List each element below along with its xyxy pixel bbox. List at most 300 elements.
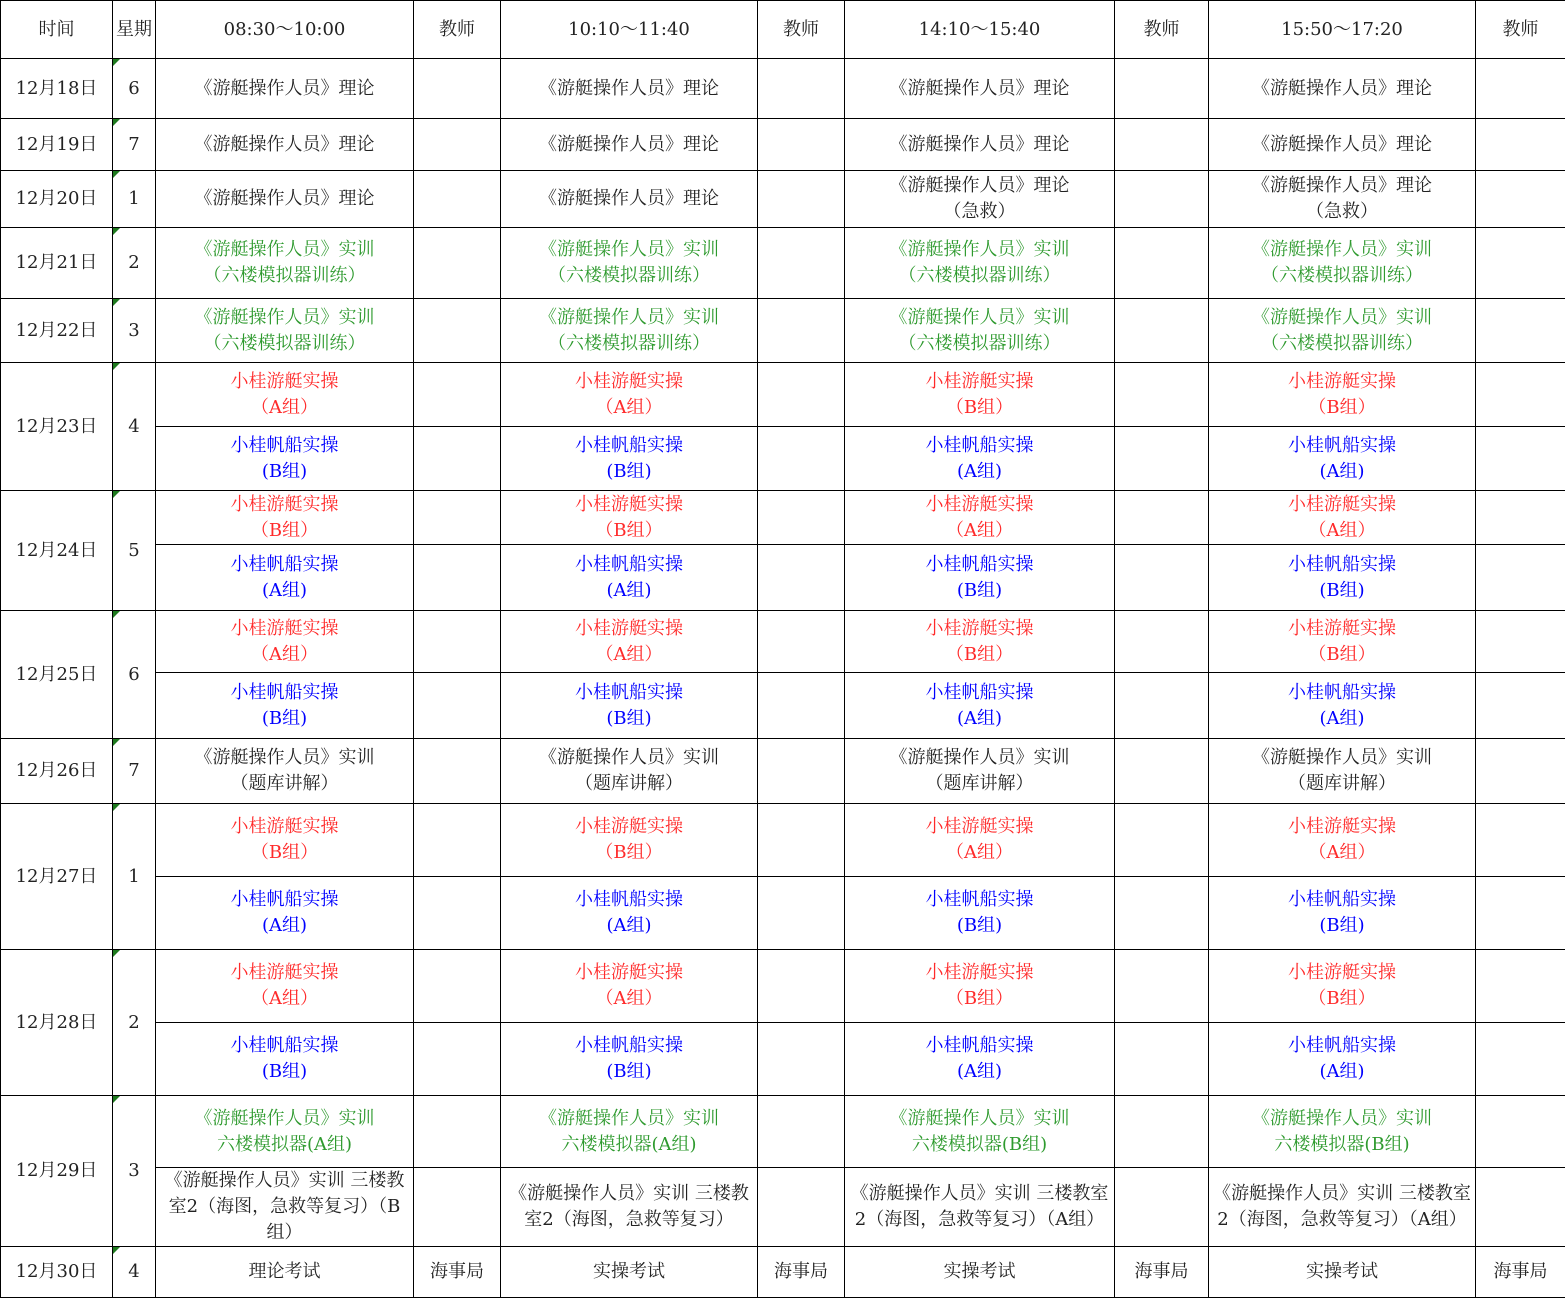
teacher-cell xyxy=(1115,363,1209,427)
header-time: 时间 xyxy=(1,1,113,59)
class-cell xyxy=(501,363,758,427)
class-text: 《游艇操作人员》理论 xyxy=(158,132,411,158)
date-cell: 12月26日 xyxy=(1,739,113,804)
teacher-cell xyxy=(1476,950,1565,1023)
class-text: 小桂游艇实操 xyxy=(158,369,411,395)
teacher-cell xyxy=(1476,119,1565,171)
class-cell xyxy=(156,427,414,491)
teacher-cell xyxy=(1476,877,1565,950)
class-cell xyxy=(1209,427,1476,491)
class-text: 《游艇操作人员》实训 xyxy=(847,237,1112,263)
class-text: (B组) xyxy=(1211,913,1473,939)
date-cell: 12月22日 xyxy=(1,299,113,363)
class-cell xyxy=(501,1096,758,1168)
class-text: 小桂游艇实操 xyxy=(1211,616,1473,642)
class-text: 小桂帆船实操 xyxy=(847,1033,1112,1059)
class-text: 小桂游艇实操 xyxy=(847,369,1112,395)
table-row xyxy=(1,804,1565,877)
class-text: （A组） xyxy=(1211,840,1473,866)
class-text: （B组） xyxy=(503,840,755,866)
class-text: 《游艇操作人员》实训 xyxy=(847,305,1112,331)
table-row xyxy=(1,545,1565,611)
table-row xyxy=(1,363,1565,427)
class-cell xyxy=(156,1168,414,1247)
teacher-cell xyxy=(414,673,501,739)
class-text: 理论考试 xyxy=(158,1259,411,1285)
table-row xyxy=(1,1168,1565,1247)
teacher-cell xyxy=(1115,427,1209,491)
class-cell xyxy=(501,804,758,877)
class-text: （B组） xyxy=(158,840,411,866)
class-cell xyxy=(501,1247,758,1298)
class-cell xyxy=(1209,611,1476,673)
class-text: 小桂帆船实操 xyxy=(847,433,1112,459)
teacher-cell xyxy=(1115,299,1209,363)
class-text: 小桂帆船实操 xyxy=(847,552,1112,578)
class-text: （A组） xyxy=(503,395,755,421)
class-cell xyxy=(156,59,414,119)
date-cell: 12月23日 xyxy=(1,363,113,491)
class-cell xyxy=(845,1023,1115,1096)
teacher-cell xyxy=(1115,491,1209,545)
class-text: 小桂帆船实操 xyxy=(1211,680,1473,706)
date-cell: 12月21日 xyxy=(1,228,113,299)
class-text: 小桂帆船实操 xyxy=(847,887,1112,913)
class-text: 小桂帆船实操 xyxy=(158,887,411,913)
class-text: (A组) xyxy=(1211,706,1473,732)
table-row xyxy=(1,427,1565,491)
table-row xyxy=(1,1247,1565,1298)
class-cell xyxy=(845,673,1115,739)
teacher-cell xyxy=(1476,1096,1565,1168)
class-text: （A组） xyxy=(503,986,755,1012)
class-text: (B组) xyxy=(503,459,755,485)
header-teacher-1: 教师 xyxy=(414,1,501,59)
class-cell xyxy=(845,59,1115,119)
class-text: 《游艇操作人员》实训 xyxy=(503,1106,755,1132)
class-text: 《游艇操作人员》实训 xyxy=(1211,237,1473,263)
teacher-cell xyxy=(758,611,845,673)
class-cell xyxy=(156,804,414,877)
class-text: （题库讲解） xyxy=(158,771,411,797)
date-cell: 12月24日 xyxy=(1,491,113,611)
teacher-cell xyxy=(1115,1023,1209,1096)
class-cell xyxy=(501,545,758,611)
teacher-cell xyxy=(414,1023,501,1096)
header-teacher-2: 教师 xyxy=(758,1,845,59)
class-cell xyxy=(501,299,758,363)
class-text: 小桂帆船实操 xyxy=(1211,1033,1473,1059)
table-row xyxy=(1,1023,1565,1096)
teacher-cell xyxy=(1476,673,1565,739)
header-teacher-4: 教师 xyxy=(1476,1,1565,59)
teacher-cell xyxy=(414,228,501,299)
class-cell xyxy=(501,119,758,171)
class-cell xyxy=(845,228,1115,299)
class-text: 《游艇操作人员》理论 xyxy=(847,76,1112,102)
teacher-cell xyxy=(1115,673,1209,739)
class-text: 《游艇操作人员》实训 xyxy=(1211,1106,1473,1132)
date-cell: 12月28日 xyxy=(1,950,113,1096)
teacher-cell xyxy=(414,171,501,228)
class-text: 小桂游艇实操 xyxy=(847,960,1112,986)
class-text: （六楼模拟器训练） xyxy=(503,331,755,357)
class-text: 《游艇操作人员》实训 xyxy=(158,305,411,331)
class-text: （A组） xyxy=(847,518,1112,544)
class-text: 小桂游艇实操 xyxy=(1211,492,1473,518)
class-cell xyxy=(845,950,1115,1023)
class-text: （B组） xyxy=(847,642,1112,668)
teacher-cell xyxy=(414,950,501,1023)
class-cell xyxy=(156,119,414,171)
class-cell xyxy=(1209,119,1476,171)
teacher-cell xyxy=(1476,59,1565,119)
class-text: (B组) xyxy=(847,578,1112,604)
teacher-cell xyxy=(1115,1168,1209,1247)
class-cell xyxy=(1209,545,1476,611)
class-cell xyxy=(156,299,414,363)
weekday-cell: 7 xyxy=(113,739,156,804)
class-text: 六楼模拟器(B组) xyxy=(847,1132,1112,1158)
class-text: （A组） xyxy=(847,840,1112,866)
class-cell xyxy=(156,877,414,950)
class-text: 小桂帆船实操 xyxy=(158,433,411,459)
class-text: 小桂帆船实操 xyxy=(1211,552,1473,578)
class-text: （B组） xyxy=(847,395,1112,421)
table-row xyxy=(1,877,1565,950)
class-text: 小桂帆船实操 xyxy=(503,1033,755,1059)
class-text: 《游艇操作人员》实训 xyxy=(503,305,755,331)
class-text: 六楼模拟器(B组) xyxy=(1211,1132,1473,1158)
class-text: （题库讲解） xyxy=(847,771,1112,797)
teacher-cell xyxy=(758,119,845,171)
table-row xyxy=(1,119,1565,171)
header-row xyxy=(1,1,1565,59)
class-text: 《游艇操作人员》理论 xyxy=(503,76,755,102)
class-cell xyxy=(156,611,414,673)
class-cell xyxy=(501,427,758,491)
date-cell: 12月20日 xyxy=(1,171,113,228)
class-cell xyxy=(1209,739,1476,804)
teacher-cell xyxy=(414,119,501,171)
class-cell xyxy=(501,950,758,1023)
teacher-cell xyxy=(414,491,501,545)
teacher-cell xyxy=(1476,611,1565,673)
class-text: （B组） xyxy=(503,518,755,544)
table-row xyxy=(1,673,1565,739)
class-text: (B组) xyxy=(158,706,411,732)
class-cell xyxy=(1209,491,1476,545)
class-cell xyxy=(501,228,758,299)
class-text: 小桂帆船实操 xyxy=(503,680,755,706)
class-cell xyxy=(845,491,1115,545)
class-text: 小桂游艇实操 xyxy=(158,814,411,840)
header-slot-2: 10:10～11:40 xyxy=(501,1,758,59)
class-cell xyxy=(156,673,414,739)
class-text: (A组) xyxy=(847,706,1112,732)
class-text: （六楼模拟器训练） xyxy=(503,263,755,289)
table-row xyxy=(1,950,1565,1023)
teacher-cell xyxy=(1476,171,1565,228)
class-text: 《游艇操作人员》理论 xyxy=(847,173,1112,199)
date-cell: 12月25日 xyxy=(1,611,113,739)
class-text: 《游艇操作人员》实训 三楼教室2（海图，急救等复习）（A组） xyxy=(847,1181,1112,1233)
teacher-cell xyxy=(1115,804,1209,877)
class-cell xyxy=(845,363,1115,427)
class-text: (A组) xyxy=(158,578,411,604)
class-text: (A组) xyxy=(503,913,755,939)
class-text: 小桂游艇实操 xyxy=(503,369,755,395)
table-row xyxy=(1,171,1565,228)
header-slot-3: 14:10～15:40 xyxy=(845,1,1115,59)
header-slot-4: 15:50～17:20 xyxy=(1209,1,1476,59)
class-text: 小桂帆船实操 xyxy=(503,552,755,578)
class-text: （A组） xyxy=(158,986,411,1012)
weekday-cell: 7 xyxy=(113,119,156,171)
teacher-cell xyxy=(1115,119,1209,171)
table-row xyxy=(1,1096,1565,1168)
class-cell xyxy=(1209,1247,1476,1298)
class-cell xyxy=(845,545,1115,611)
weekday-cell: 6 xyxy=(113,59,156,119)
class-text: （A组） xyxy=(158,395,411,421)
class-cell xyxy=(156,171,414,228)
class-text: （六楼模拟器训练） xyxy=(847,331,1112,357)
class-text: (B组) xyxy=(1211,578,1473,604)
class-text: （六楼模拟器训练） xyxy=(158,331,411,357)
date-cell: 12月29日 xyxy=(1,1096,113,1247)
class-text: (A组) xyxy=(847,459,1112,485)
class-text: （急救） xyxy=(1211,199,1473,225)
date-cell: 12月30日 xyxy=(1,1247,113,1298)
class-cell xyxy=(156,1247,414,1298)
teacher-cell xyxy=(758,363,845,427)
schedule-body xyxy=(1,59,1565,1298)
class-cell xyxy=(845,611,1115,673)
class-text: 《游艇操作人员》理论 xyxy=(503,186,755,212)
class-text: 《游艇操作人员》实训 三楼教室2（海图，急救等复习）（B组） xyxy=(158,1168,411,1246)
class-text: (A组) xyxy=(847,1059,1112,1085)
weekday-cell: 3 xyxy=(113,299,156,363)
weekday-cell: 3 xyxy=(113,1096,156,1247)
class-text: （六楼模拟器训练） xyxy=(1211,331,1473,357)
teacher-cell: 海事局 xyxy=(758,1247,845,1298)
class-text: 《游艇操作人员》实训 三楼教室2（海图，急救等复习） xyxy=(503,1181,755,1233)
header-teacher-3: 教师 xyxy=(1115,1,1209,59)
class-cell xyxy=(845,119,1115,171)
class-cell xyxy=(1209,228,1476,299)
class-text: 小桂游艇实操 xyxy=(1211,814,1473,840)
class-cell xyxy=(501,171,758,228)
teacher-cell xyxy=(758,427,845,491)
class-text: 《游艇操作人员》实训 xyxy=(1211,305,1473,331)
class-cell xyxy=(156,545,414,611)
class-cell xyxy=(1209,171,1476,228)
weekday-cell: 4 xyxy=(113,363,156,491)
table-row xyxy=(1,611,1565,673)
class-text: 小桂帆船实操 xyxy=(158,1033,411,1059)
class-cell xyxy=(845,1168,1115,1247)
class-text: 小桂游艇实操 xyxy=(503,960,755,986)
class-text: 《游艇操作人员》理论 xyxy=(503,132,755,158)
class-cell xyxy=(845,877,1115,950)
teacher-cell xyxy=(1476,491,1565,545)
teacher-cell xyxy=(1476,1168,1565,1247)
class-text: 《游艇操作人员》实训 xyxy=(158,237,411,263)
teacher-cell xyxy=(414,545,501,611)
class-cell xyxy=(501,673,758,739)
date-cell: 12月27日 xyxy=(1,804,113,950)
teacher-cell: 海事局 xyxy=(1476,1247,1565,1298)
class-text: （A组） xyxy=(503,642,755,668)
teacher-cell xyxy=(414,1096,501,1168)
class-text: 六楼模拟器(A组) xyxy=(158,1132,411,1158)
class-text: （A组） xyxy=(1211,518,1473,544)
teacher-cell xyxy=(1476,804,1565,877)
class-text: 实操考试 xyxy=(503,1259,755,1285)
class-text: 《游艇操作人员》理论 xyxy=(1211,76,1473,102)
class-text: 《游艇操作人员》理论 xyxy=(1211,173,1473,199)
teacher-cell xyxy=(1476,1023,1565,1096)
class-text: （六楼模拟器训练） xyxy=(158,263,411,289)
weekday-cell: 2 xyxy=(113,228,156,299)
teacher-cell xyxy=(414,739,501,804)
teacher-cell xyxy=(758,673,845,739)
class-text: 《游艇操作人员》实训 xyxy=(503,237,755,263)
teacher-cell xyxy=(1115,545,1209,611)
class-text: （B组） xyxy=(847,986,1112,1012)
class-cell xyxy=(156,363,414,427)
teacher-cell xyxy=(758,950,845,1023)
class-text: 《游艇操作人员》实训 xyxy=(158,745,411,771)
class-text: 小桂游艇实操 xyxy=(1211,369,1473,395)
class-cell xyxy=(845,804,1115,877)
class-text: 六楼模拟器(A组) xyxy=(503,1132,755,1158)
teacher-cell: 海事局 xyxy=(414,1247,501,1298)
class-text: （B组） xyxy=(1211,642,1473,668)
class-text: 《游艇操作人员》实训 xyxy=(847,745,1112,771)
class-cell xyxy=(1209,804,1476,877)
weekday-cell: 1 xyxy=(113,171,156,228)
class-cell xyxy=(1209,877,1476,950)
class-cell xyxy=(156,739,414,804)
class-cell xyxy=(501,877,758,950)
class-text: 小桂游艇实操 xyxy=(158,960,411,986)
class-text: 《游艇操作人员》实训 xyxy=(1211,745,1473,771)
class-text: （题库讲解） xyxy=(1211,771,1473,797)
weekday-cell: 4 xyxy=(113,1247,156,1298)
teacher-cell xyxy=(758,171,845,228)
teacher-cell xyxy=(758,491,845,545)
class-text: （A组） xyxy=(158,642,411,668)
class-cell xyxy=(156,491,414,545)
class-text: 小桂帆船实操 xyxy=(1211,433,1473,459)
class-cell xyxy=(1209,673,1476,739)
teacher-cell xyxy=(414,299,501,363)
class-text: (B组) xyxy=(503,706,755,732)
class-text: 小桂帆船实操 xyxy=(158,552,411,578)
teacher-cell xyxy=(1476,228,1565,299)
teacher-cell xyxy=(1476,427,1565,491)
teacher-cell: 海事局 xyxy=(1115,1247,1209,1298)
class-cell xyxy=(1209,1023,1476,1096)
class-text: (A组) xyxy=(503,578,755,604)
class-text: 小桂游艇实操 xyxy=(158,492,411,518)
class-cell xyxy=(501,1023,758,1096)
teacher-cell xyxy=(1115,877,1209,950)
class-text: （B组） xyxy=(158,518,411,544)
date-cell: 12月18日 xyxy=(1,59,113,119)
class-cell xyxy=(845,171,1115,228)
class-text: 小桂帆船实操 xyxy=(1211,887,1473,913)
teacher-cell xyxy=(758,59,845,119)
teacher-cell xyxy=(758,739,845,804)
class-cell xyxy=(1209,299,1476,363)
header-slot-1: 08:30～10:00 xyxy=(156,1,414,59)
class-text: (B组) xyxy=(847,913,1112,939)
date-cell: 12月19日 xyxy=(1,119,113,171)
teacher-cell xyxy=(414,1168,501,1247)
class-text: 小桂游艇实操 xyxy=(503,616,755,642)
class-cell xyxy=(845,739,1115,804)
teacher-cell xyxy=(758,228,845,299)
class-text: （B组） xyxy=(1211,986,1473,1012)
teacher-cell xyxy=(414,611,501,673)
class-text: （六楼模拟器训练） xyxy=(847,263,1112,289)
class-text: 实操考试 xyxy=(1211,1259,1473,1285)
teacher-cell xyxy=(1476,299,1565,363)
class-text: 小桂游艇实操 xyxy=(847,616,1112,642)
teacher-cell xyxy=(758,1096,845,1168)
class-text: （题库讲解） xyxy=(503,771,755,797)
teacher-cell xyxy=(1476,739,1565,804)
table-row xyxy=(1,491,1565,545)
teacher-cell xyxy=(1115,228,1209,299)
class-text: （急救） xyxy=(847,199,1112,225)
teacher-cell xyxy=(414,427,501,491)
table-row xyxy=(1,739,1565,804)
teacher-cell xyxy=(758,877,845,950)
class-text: 小桂游艇实操 xyxy=(847,492,1112,518)
class-cell xyxy=(845,1247,1115,1298)
header-weekday: 星期 xyxy=(113,1,156,59)
class-cell xyxy=(845,1096,1115,1168)
class-text: 《游艇操作人员》理论 xyxy=(1211,132,1473,158)
teacher-cell xyxy=(1115,950,1209,1023)
class-text: 《游艇操作人员》理论 xyxy=(158,186,411,212)
teacher-cell xyxy=(758,545,845,611)
class-text: (A组) xyxy=(1211,459,1473,485)
class-text: 《游艇操作人员》实训 xyxy=(847,1106,1112,1132)
class-text: 《游艇操作人员》实训 xyxy=(503,745,755,771)
weekday-cell: 6 xyxy=(113,611,156,739)
class-text: 小桂帆船实操 xyxy=(847,680,1112,706)
class-cell xyxy=(1209,950,1476,1023)
class-text: (B组) xyxy=(158,459,411,485)
class-cell xyxy=(1209,363,1476,427)
class-cell xyxy=(1209,59,1476,119)
table-row xyxy=(1,228,1565,299)
class-cell xyxy=(845,299,1115,363)
class-text: 《游艇操作人员》理论 xyxy=(158,76,411,102)
class-text: (A组) xyxy=(1211,1059,1473,1085)
class-text: 《游艇操作人员》实训 xyxy=(158,1106,411,1132)
teacher-cell xyxy=(758,1023,845,1096)
class-text: （六楼模拟器训练） xyxy=(1211,263,1473,289)
table-row xyxy=(1,299,1565,363)
class-text: 小桂帆船实操 xyxy=(158,680,411,706)
class-cell xyxy=(501,59,758,119)
